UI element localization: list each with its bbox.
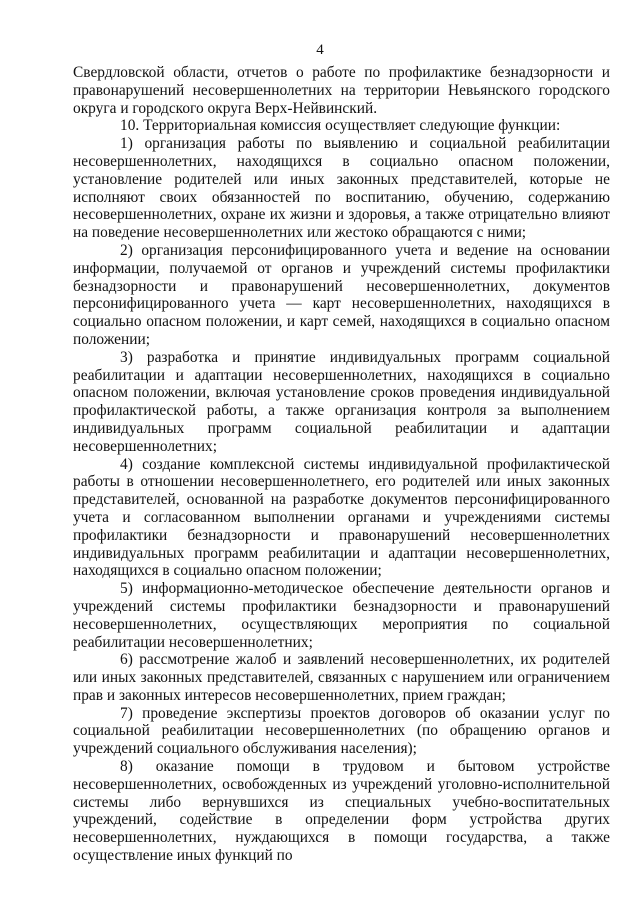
page-number: 4 (316, 42, 324, 58)
paragraph-function-3: 3) разработка и принятие индивидуальных программ социальной реабилитации и адаптации несовершеннолетних, находящихся в социально опасном положении, включая установление сроков проведения индивидуальной профилактической работы, а также организация контроля за выполнением индивидуальных программ социальной реабилитации и адаптации несовершеннолетних; (73, 348, 610, 455)
paragraph-function-5: 5) информационно-методическое обеспечение деятельности органов и учреждений системы профилактики безнадзорности и правонарушений несовершеннолетних, осуществляющих мероприятия по социальной реабилитации несовершеннолетних; (73, 580, 610, 651)
paragraph-function-2: 2) организация персонифицированного учета и ведение на основании информации, получаемой от органов и учреждений системы профилактики безнадзорности и правонарушений несовершеннолетних, документов персонифицированного учета — карт несовершеннолетних, находящихся в социально опасном положении, и карт семей, находящихся в социально опасном положении; (73, 241, 610, 348)
paragraph-function-1: 1) организация работы по выявлению и социальной реабилитации несовершеннолетних, находящихся в социально опасном положении, установление родителей или иных законных представителей, которые не исполняют своих обязанностей по воспитанию, обучению, содержанию несовершеннолетних, охране их жизни и здоровья, а также отрицательно влияют на поведение несовершеннолетних или жестоко обращаются с ними; (73, 135, 610, 242)
paragraph-item-10-heading: 10. Территориальная комиссия осуществляет следующие функции: (120, 117, 561, 135)
paragraph-function-8: 8) оказание помощи в трудовом и бытовом устройстве несовершеннолетних, освобожденных из учреждений уголовно-исполнительной системы либо вернувшихся из специальных учебно-воспитательных учреждений, содействие в определении форм устройства других несовершеннолетних, нуждающихся в помощи государства, а также осуществление иных функций по (73, 758, 610, 865)
paragraph-function-7: 7) проведение экспертизы проектов договоров об оказании услуг по социальной реабилитации несовершеннолетних (по обращению органов и учреждений социального обслуживания населения); (73, 704, 610, 758)
paragraph-function-4: 4) создание комплексной системы индивидуальной профилактической работы в отношении несовершеннолетнего, его родителей или иных законных представителей, основанной на разработке документов персонифицированного учета и согласованном выполнении органами и учреждениями системы профилактики безнадзорности и правонарушений несовершеннолетних индивидуальных программ реабилитации и адаптации несовершеннолетних, находящихся в социально опасном положении; (73, 455, 610, 580)
paragraph-continuation: Свердловской области, отчетов о работе по профилактике безнадзорности и правонарушений несовершеннолетних на территории Невьянского городского округа и городского округа Верх-Нейвинский. (73, 64, 610, 117)
document-body (73, 64, 610, 865)
paragraph-function-6: 6) рассмотрение жалоб и заявлений несовершеннолетних, их родителей или иных законных представителей, связанных с нарушением или ограничением прав и законных интересов несовершеннолетних, прием граждан; (73, 651, 610, 704)
